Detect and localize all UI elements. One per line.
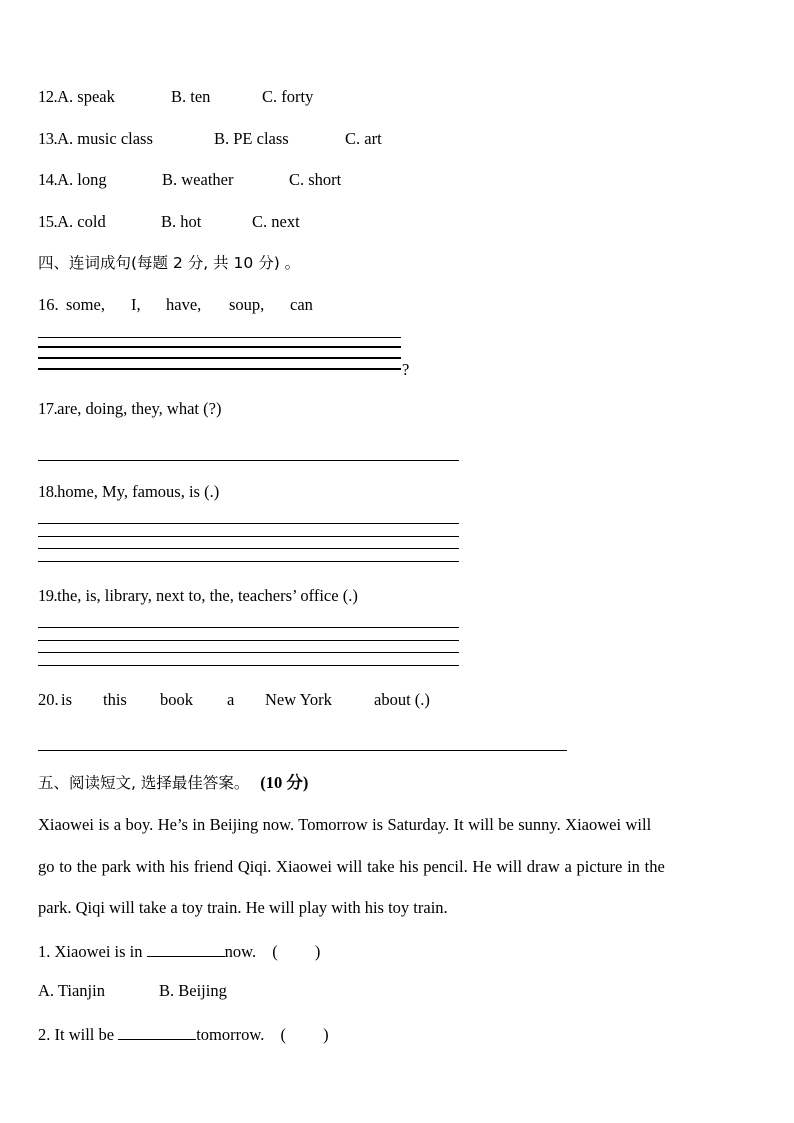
answer-line[interactable]: [38, 665, 459, 666]
q16-word: some,: [66, 295, 105, 314]
passage-line: go to the park with his friend Qiqi. Xiaowei will take his pencil. He will draw a picture in the: [38, 857, 665, 876]
answer-line[interactable]: [38, 523, 459, 524]
reading-q1-option-b: B. Beijing: [159, 981, 227, 1000]
reading-q1-option-a: A. Tianjin: [38, 981, 105, 1000]
answer-line[interactable]: [38, 750, 567, 751]
answer-line[interactable]: [38, 368, 401, 370]
q20-word: book: [160, 690, 193, 709]
answer-line[interactable]: [38, 536, 459, 537]
answer-blank[interactable]: [118, 1023, 196, 1040]
q12-option-c: C. forty: [262, 87, 314, 106]
q18-prompt: 18.home, My, famous, is (.): [38, 482, 220, 501]
q14-option-b: B. weather: [162, 170, 234, 189]
answer-line[interactable]: [38, 357, 401, 359]
q20-number: 20.: [38, 690, 59, 709]
q13-option-c: C. art: [345, 129, 382, 148]
q20-word: this: [103, 690, 127, 709]
q15-label-a: 15.A. cold: [38, 212, 106, 231]
answer-line[interactable]: [38, 640, 459, 641]
q17-prompt: 17.are, doing, they, what (?): [38, 399, 222, 418]
answer-line[interactable]: [38, 460, 459, 461]
q13-label-a: 13.A. music class: [38, 129, 153, 148]
q20-word: about (.): [374, 690, 430, 709]
answer-paren[interactable]: ( ): [272, 942, 321, 961]
passage-line: park. Qiqi will take a toy train. He will play with his toy train.: [38, 898, 448, 917]
answer-line[interactable]: [38, 561, 459, 562]
q20-word: is: [61, 690, 73, 709]
q15-option-c: C. next: [252, 212, 300, 231]
q12-label-a: 12.A. speak: [38, 87, 115, 106]
q14-label-a: 14.A. long: [38, 170, 107, 189]
passage-line: Xiaowei is a boy. He’s in Beijing now. Tomorrow is Saturday. It will be sunny. Xiaowei will: [38, 815, 652, 834]
reading-q1: 1. Xiaowei is in now. ( ): [38, 942, 321, 961]
answer-line[interactable]: [38, 346, 401, 348]
answer-line[interactable]: [38, 548, 459, 549]
q20-word: New York: [265, 690, 332, 709]
q16-end-mark: ?: [402, 360, 410, 379]
section4-title: 四、连词成句(每题 2 分, 共 10 分) 。: [38, 254, 301, 272]
q16-word: I,: [131, 295, 141, 314]
q19-prompt: 19.the, is, library, next to, the, teachers’ office (.): [38, 586, 358, 605]
q16-word: soup,: [229, 295, 265, 314]
reading-q2: 2. It will be tomorrow. ( ): [38, 1025, 329, 1044]
q16-number: 16.: [38, 295, 59, 314]
q20-word: a: [227, 690, 235, 709]
answer-paren[interactable]: ( ): [280, 1025, 329, 1044]
section5-title: 五、阅读短文, 选择最佳答案。 (10 分): [38, 773, 309, 792]
answer-line[interactable]: [38, 652, 459, 653]
answer-line[interactable]: [38, 627, 459, 628]
q14-option-c: C. short: [289, 170, 342, 189]
q12-option-b: B. ten: [171, 87, 211, 106]
answer-blank[interactable]: [147, 940, 225, 957]
q13-option-b: B. PE class: [214, 129, 289, 148]
q15-option-b: B. hot: [161, 212, 202, 231]
q16-word: have,: [166, 295, 202, 314]
q16-word: can: [290, 295, 313, 314]
answer-line[interactable]: [38, 337, 401, 338]
